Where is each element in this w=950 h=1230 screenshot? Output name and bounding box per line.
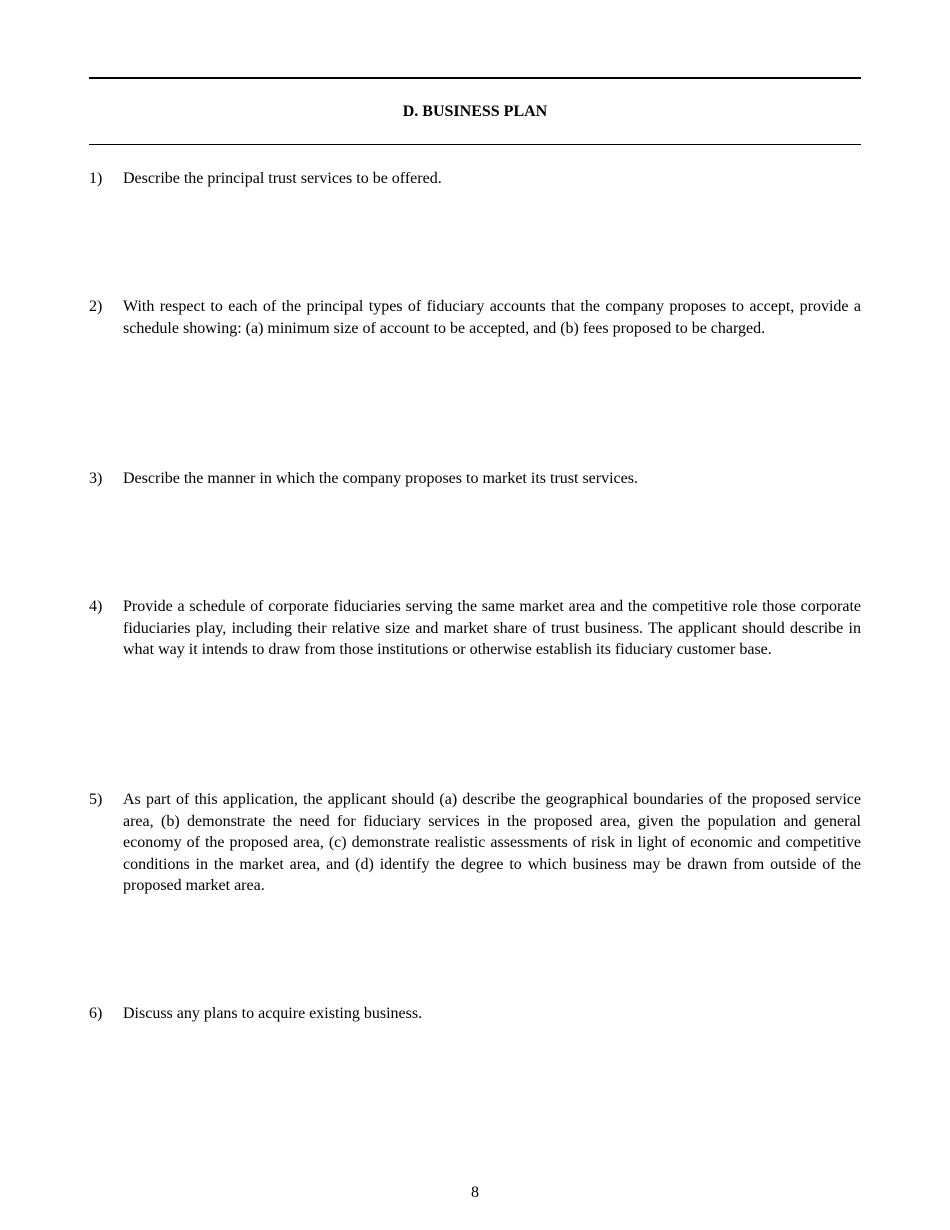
question-text: Describe the manner in which the company proposes to market its trust services.: [123, 470, 638, 487]
question-4: [89, 596, 861, 661]
question-5: [89, 789, 861, 897]
question-text: With respect to each of the principal types of fiduciary accounts that the company proposes to accept, provide a schedule showing: (a) minimum size of account to be accepted, and (b) fees proposed to be charged.: [123, 298, 861, 337]
question-3: [89, 468, 861, 490]
question-6: [89, 1003, 861, 1025]
question-text: Describe the principal trust services to be offered.: [123, 170, 442, 187]
page-number: 8: [471, 1184, 479, 1201]
question-text: Provide a schedule of corporate fiduciaries serving the same market area and the competitive role those corporate fiduciaries play, including their relative size and market share of trust business. The applicant should describe in what way it intends to draw from those institutions or otherwise establish its fiduciary customer base.: [123, 598, 861, 658]
header-bottom-rule: [89, 144, 861, 145]
question-number: 3): [89, 470, 103, 487]
question-1: [89, 168, 861, 190]
question-text: Discuss any plans to acquire existing business.: [123, 1005, 423, 1022]
section-title: D. BUSINESS PLAN: [402, 103, 548, 120]
question-2: [89, 296, 861, 339]
question-number: 5): [89, 791, 103, 808]
question-number: 4): [89, 598, 103, 615]
question-number: 1): [89, 170, 103, 187]
question-number: 2): [89, 298, 103, 315]
question-number: 6): [89, 1005, 103, 1022]
header-top-rule: [89, 77, 861, 79]
question-text: As part of this application, the applicant should (a) describe the geographical boundaries of the proposed service area, (b) demonstrate the need for fiduciary services in the proposed area, given the population and general economy of the proposed area, (c) demonstrate realistic assessments of risk in light of economic and competitive conditions in the market area, and (d) identify the degree to which business may be drawn from outside of the proposed market area.: [123, 791, 861, 894]
